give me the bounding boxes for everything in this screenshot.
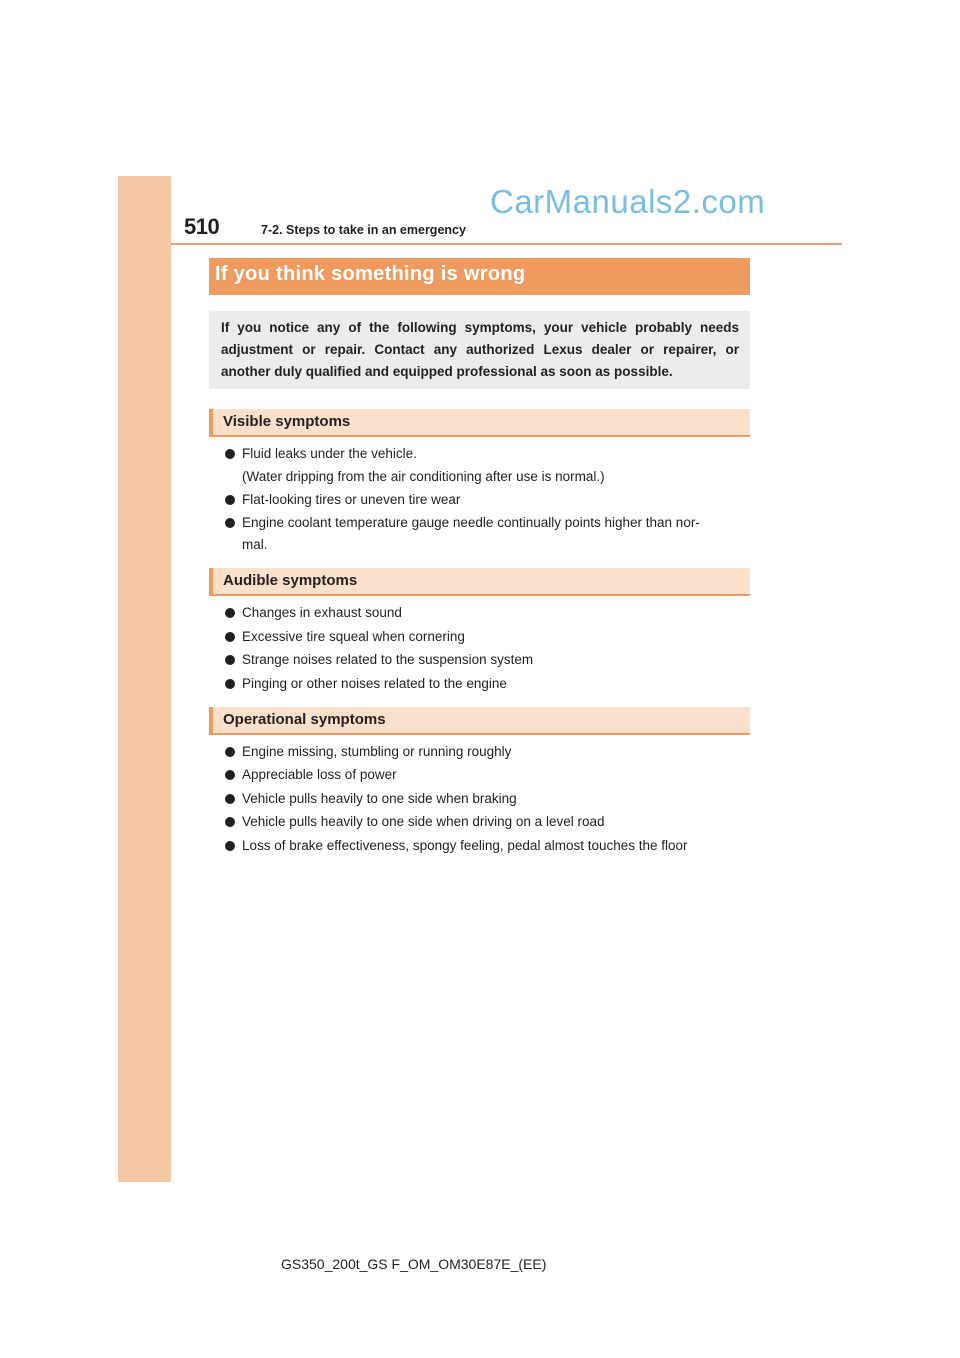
list-item-text: Excessive tire squeal when cornering: [242, 629, 465, 644]
document-code-footer: GS350_200t_GS F_OM_OM30E87E_(EE): [281, 1256, 547, 1272]
list-item-text: Strange noises related to the suspension system: [242, 652, 534, 667]
bullet-icon: [225, 770, 235, 780]
bullet-icon: [225, 747, 235, 757]
list-item-text: Fluid leaks under the vehicle.: [242, 446, 417, 461]
side-strip: [118, 176, 171, 1182]
list-item-text: Vehicle pulls heavily to one side when driving on a level road: [242, 814, 605, 829]
intro-box: [209, 311, 750, 389]
subhead-label: Visible symptoms: [223, 413, 351, 430]
audible-symptoms-heading: [209, 568, 750, 596]
intro-line: another duly qualified and equipped professional as soon as possible.: [221, 364, 673, 379]
bullet-icon: [225, 608, 235, 618]
bullet-icon: [225, 841, 235, 851]
header-rule: [171, 243, 842, 245]
operational-symptoms-heading: [209, 707, 750, 735]
visible-symptoms-heading: [209, 409, 750, 437]
watermark: CarManuals2.com: [490, 183, 766, 220]
section-title: 7-2. Steps to take in an emergency: [261, 223, 466, 237]
intro-line: adjustment or repair. Contact any authorized Lexus dealer or repairer, or: [221, 342, 739, 357]
intro-line: If you notice any of the following symptoms, your vehicle probably needs: [221, 320, 739, 335]
list-item-text: Vehicle pulls heavily to one side when braking: [242, 791, 517, 806]
bullet-icon: [225, 817, 235, 827]
list-item-text: Pinging or other noises related to the engine: [242, 676, 507, 691]
page-title-bar: [209, 258, 750, 295]
list-item-text: Engine missing, stumbling or running roughly: [242, 744, 512, 759]
bullet-icon: [225, 632, 235, 642]
page-number: 510: [184, 214, 220, 239]
bullet-icon: [225, 679, 235, 689]
list-item-text: Flat-looking tires or uneven tire wear: [242, 492, 461, 507]
page-title: If you think something is wrong: [215, 263, 526, 285]
list-item-continuation: (Water dripping from the air conditioning after use is normal.): [242, 469, 605, 484]
bullet-icon: [225, 655, 235, 665]
list-item-text: Engine coolant temperature gauge needle continually points higher than nor-: [242, 515, 700, 530]
list-item-continuation: mal.: [242, 537, 268, 552]
subhead-label: Operational symptoms: [223, 711, 386, 728]
bullet-icon: [225, 495, 235, 505]
bullet-icon: [225, 449, 235, 459]
list-item-text: Appreciable loss of power: [242, 767, 397, 782]
list-item-text: Loss of brake effectiveness, spongy feeling, pedal almost touches the floor: [242, 838, 688, 853]
subhead-label: Audible symptoms: [223, 572, 358, 589]
list-item-text: Changes in exhaust sound: [242, 605, 402, 620]
bullet-icon: [225, 794, 235, 804]
bullet-icon: [225, 518, 235, 528]
